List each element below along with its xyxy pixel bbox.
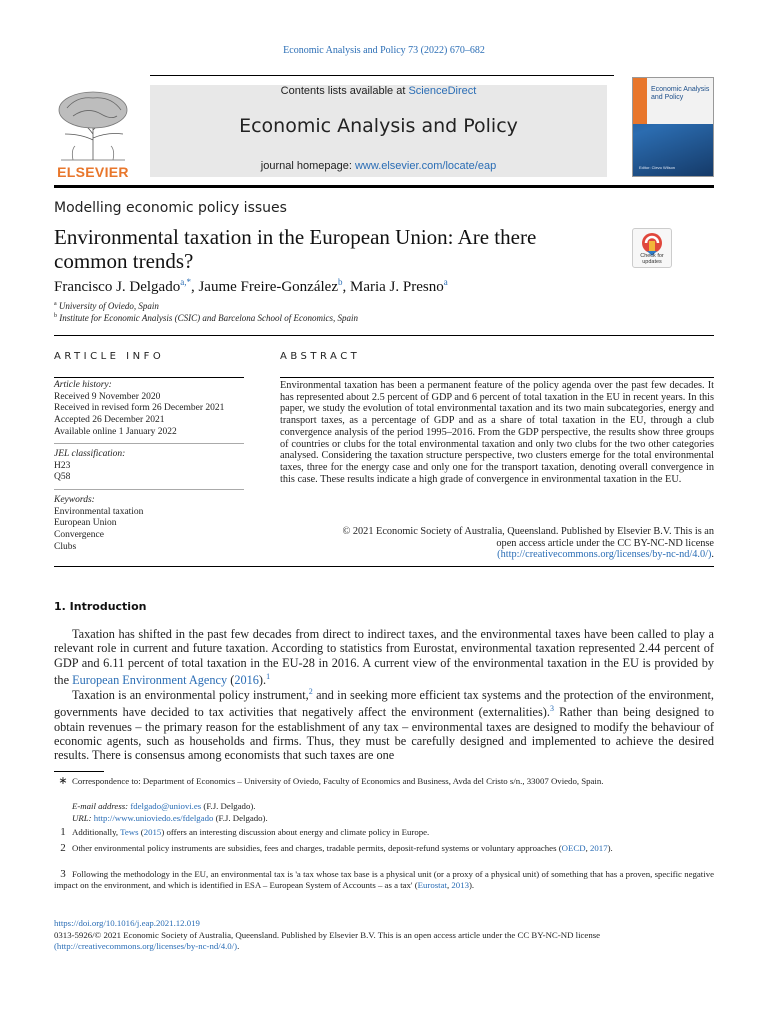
- top-rule: [150, 75, 614, 76]
- contents-line: [150, 85, 607, 97]
- email-suffix: (F.J. Delgado).: [201, 801, 256, 811]
- journal-reference[interactable]: Economic Analysis and Policy 73 (2022) 670–682: [283, 45, 485, 56]
- citation-year-link[interactable]: 2016: [234, 672, 259, 687]
- footnote-text: ).: [468, 880, 475, 891]
- paragraph-text: Rather than being designed to obtain revenues – the primary reason for the establishment of any tax – environmental taxes are designed to modify the behaviour of economic agents, such as households and firms. Thus, they must be carefully designed and implemented to achieve the desired results. There is consensus among economists that such taxes are one: [54, 705, 714, 763]
- affiliation-rule: [54, 335, 714, 336]
- affiliation-text: Institute for Economic Analysis (CSIC) and Barcelona School of Economics, Spain: [59, 313, 358, 323]
- abstract-bottom-rule: [54, 566, 714, 567]
- elsevier-wordmark: ELSEVIER: [57, 164, 129, 180]
- license-link[interactable]: (http://creativecommons.org/licenses/by-nc-nd/4.0/): [497, 549, 712, 561]
- homepage-prefix: journal homepage:: [260, 160, 355, 172]
- history-item: Received 9 November 2020: [54, 391, 161, 402]
- jel-classification: [54, 449, 244, 484]
- crossmark-label: Check for updates: [640, 253, 664, 265]
- history-label: Article history:: [54, 380, 112, 390]
- author-separator: ,: [190, 279, 199, 295]
- info-divider: [54, 489, 244, 490]
- info-divider: [54, 443, 244, 444]
- affiliation-text: University of Oviedo, Spain: [58, 301, 159, 311]
- article-history: [54, 380, 244, 439]
- citation-close: ).: [258, 672, 267, 687]
- elsevier-logo[interactable]: [53, 90, 133, 180]
- paragraph-text: Taxation is an environmental policy instrument,: [72, 688, 309, 703]
- author-name[interactable]: Jaume Freire-González: [198, 279, 338, 295]
- footnote-text: Additionally,: [72, 827, 121, 837]
- jel-code: Q58: [54, 472, 71, 483]
- footnote-mark: 3: [60, 868, 66, 880]
- author-affiliation-mark[interactable]: a,*: [180, 277, 191, 287]
- paragraph-text: Taxation has shifted in the past few decades from direct to indirect taxes, and the environmental taxes have been called to play a relevant role in current and future taxation. According to statistics from Eurostat, environmental taxation represented 2.44 percent of GDP and 6.11 percent of total taxation in the EU-28 in 2016. A current view of the environmental taxation in the EU is provided by the: [54, 627, 714, 687]
- article-title: Environmental taxation in the European Union: Are there common trends?: [54, 225, 537, 273]
- affiliation-b: [54, 313, 358, 323]
- issn-end: .: [237, 941, 240, 951]
- affiliation-a: [54, 301, 159, 311]
- author-name[interactable]: Francisco J. Delgado: [54, 279, 181, 295]
- keywords: [54, 495, 244, 554]
- abstract-text: Environmental taxation has been a permanent feature of the policy agenda over the past few decades. It has represented about 2.5 percent of GDP and 6 percent of total taxation in the EU in recent years. In this paper, we study the evolution of total environmental taxation and its two main subcategories, energy and transport taxes, as a percentage of GDP and as a share of total taxation in the EU, through a club convergence analysis of the period 1995–2016. From the GDP perspective, the results show three groups of countries or clubs for the total environmental taxation and only two clubs for the two other categories analysed. Considering the taxation structure perspective, two clusters emerge for the total environmental taxes, three for the energy case and only one for the transport taxation, denoting overall convergence in this case. These results indicate a high grade of convergence in environmental taxation in the EU.: [280, 380, 714, 485]
- footnote-ref-2[interactable]: 2: [308, 687, 313, 696]
- footnote-text: Other environmental policy instruments are subsidies, fees and charges, tradable permits, deposit-refund systems or voluntary approaches (: [72, 843, 562, 853]
- url-label: URL:: [72, 813, 92, 823]
- intro-paragraph-2: [54, 685, 714, 763]
- footnote-rule: [54, 771, 104, 772]
- footnote-3: 3 Following the methodology in the EU, an environmental tax is 'a tax whose tax base is a physical unit (or a proxy of a physical unit) of something that has a proven, specific negative impact on the environment, and which is identified in ESA – European System of Accounts – as a tax' (Eurostat, 2013).: [54, 868, 714, 891]
- jel-code: H23: [54, 460, 71, 471]
- oecd-link[interactable]: OECD: [561, 843, 586, 853]
- tews-link[interactable]: Tews: [120, 827, 139, 837]
- email-label: E-mail address:: [72, 801, 129, 811]
- eurostat-link[interactable]: Eurostat: [417, 880, 447, 891]
- homepage-url-link[interactable]: http://www.unioviedo.es/fdelgado: [93, 813, 214, 823]
- sciencedirect-link[interactable]: ScienceDirect: [408, 85, 477, 97]
- cover-stripe: [633, 78, 647, 124]
- keyword: Convergence: [54, 530, 104, 541]
- footnote-text: Correspondence to: Department of Economics – University of Oviedo, Faculty of Economics and Business, Avda del Cristo s/n., 33007 Oviedo, Spain.: [72, 776, 604, 786]
- footnote-2: 2 Other environmental policy instruments are subsidies, fees and charges, tradable permits, deposit-refund systems or voluntary approaches (OECD, 2017).: [54, 843, 714, 854]
- journal-title: Economic Analysis and Policy: [239, 115, 518, 137]
- keywords-label: Keywords:: [54, 495, 95, 505]
- history-item: Available online 1 January 2022: [54, 426, 177, 437]
- abstract-copyright: [280, 526, 714, 561]
- citation-open: (: [227, 672, 235, 687]
- keyword: Environmental taxation: [54, 506, 144, 517]
- issn-line: [54, 930, 714, 953]
- check-for-updates-button[interactable]: [632, 228, 672, 268]
- intro-paragraph-1: [54, 627, 714, 687]
- footnote-url: [54, 813, 714, 824]
- copyright-line-3: [280, 549, 714, 561]
- footnote-mark: 1: [60, 826, 66, 838]
- cover-editor: Editor: Clevo Wilson: [639, 165, 676, 170]
- copyright-line-2: open access article under the CC BY-NC-ND license: [496, 537, 714, 549]
- footnote-ref-3[interactable]: 3: [549, 704, 554, 714]
- jel-label: JEL classification:: [54, 449, 126, 459]
- history-item: Received in revised form 26 December 2021: [54, 403, 225, 414]
- footnote-text: offers an interesting discussion about energy and climate policy in Europe.: [164, 827, 430, 837]
- homepage-line: [150, 160, 607, 172]
- abstract-rule: [280, 377, 714, 378]
- header-rule: [54, 185, 714, 188]
- article-info-heading: ARTICLE INFO: [54, 351, 165, 362]
- email-link[interactable]: fdelgado@uniovi.es: [130, 801, 202, 811]
- footnote-1: 1 Additionally, Tews (2015) offers an interesting discussion about energy and climate policy in Europe.: [54, 827, 714, 838]
- author-affiliation-mark[interactable]: a: [443, 277, 448, 287]
- issn-text: 0313-5926/© 2021 Economic Society of Australia, Queensland. Published by Elsevier B.V. This is an open access article under the CC BY-NC-ND license: [54, 929, 601, 940]
- contents-prefix: Contents lists available at: [280, 85, 409, 97]
- section-heading-introduction: 1. Introduction: [54, 600, 147, 613]
- url-suffix: (F.J. Delgado).: [213, 813, 268, 823]
- affiliation-mark: b: [54, 313, 57, 319]
- footnote-correspondence: [54, 776, 714, 787]
- footnote-mark: ∗: [58, 775, 68, 787]
- bottom-license-link[interactable]: (http://creativecommons.org/licenses/by-nc-nd/4.0/): [54, 941, 238, 951]
- journal-cover-image[interactable]: [632, 77, 714, 177]
- oecd-year-link[interactable]: 2017: [590, 843, 608, 853]
- footnote-email: [54, 801, 714, 812]
- history-item: Accepted 26 December 2021: [54, 415, 165, 426]
- paragraph-text: and in seeking more efficient tax systems and the protection of the environment, governments have decided to tax activities that negatively affect the environment (externalities).: [54, 688, 714, 720]
- abstract-heading: ABSTRACT: [280, 351, 361, 362]
- copyright-line-1: © 2021 Economic Society of Australia, Queensland. Published by Elsevier B.V. This is an: [342, 526, 714, 537]
- footnote-text: Following the methodology in the EU, an environmental tax is 'a tax whose tax base is a physical unit (or a proxy of a physical unit) of something that has a proven, specific negative impact on the environment, and which is identified in ESA – European System of Accounts – as a tax' (: [54, 869, 714, 891]
- author-affiliation-mark[interactable]: b: [337, 277, 343, 287]
- author-separator: ,: [342, 279, 350, 295]
- section-label: Modelling economic policy issues: [54, 200, 287, 216]
- homepage-link[interactable]: www.elsevier.com/locate/eap: [354, 160, 497, 172]
- cover-title: Economic Analysis and Policy: [651, 86, 710, 101]
- journal-banner: [150, 85, 607, 177]
- article-info-rule: [54, 377, 244, 378]
- author-list: [54, 277, 448, 296]
- copyright-end: .: [711, 549, 714, 561]
- keyword: Clubs: [54, 541, 77, 552]
- footnote-mark: 2: [60, 842, 66, 854]
- author-name[interactable]: Maria J. Presno: [349, 279, 444, 295]
- footnote-ref-1[interactable]: 1: [266, 671, 271, 681]
- article-doi-block: [54, 918, 714, 953]
- keyword: European Union: [54, 518, 117, 529]
- eea-link[interactable]: European Environment Agency: [72, 672, 228, 687]
- eurostat-year-link[interactable]: 2013: [451, 880, 469, 891]
- elsevier-tree-icon: [53, 90, 133, 162]
- affiliation-mark: a: [54, 301, 57, 307]
- doi-link[interactable]: https://doi.org/10.1016/j.eap.2021.12.019: [54, 918, 200, 928]
- tews-year-link[interactable]: 2015: [143, 827, 162, 837]
- footnote-text: ).: [607, 843, 613, 853]
